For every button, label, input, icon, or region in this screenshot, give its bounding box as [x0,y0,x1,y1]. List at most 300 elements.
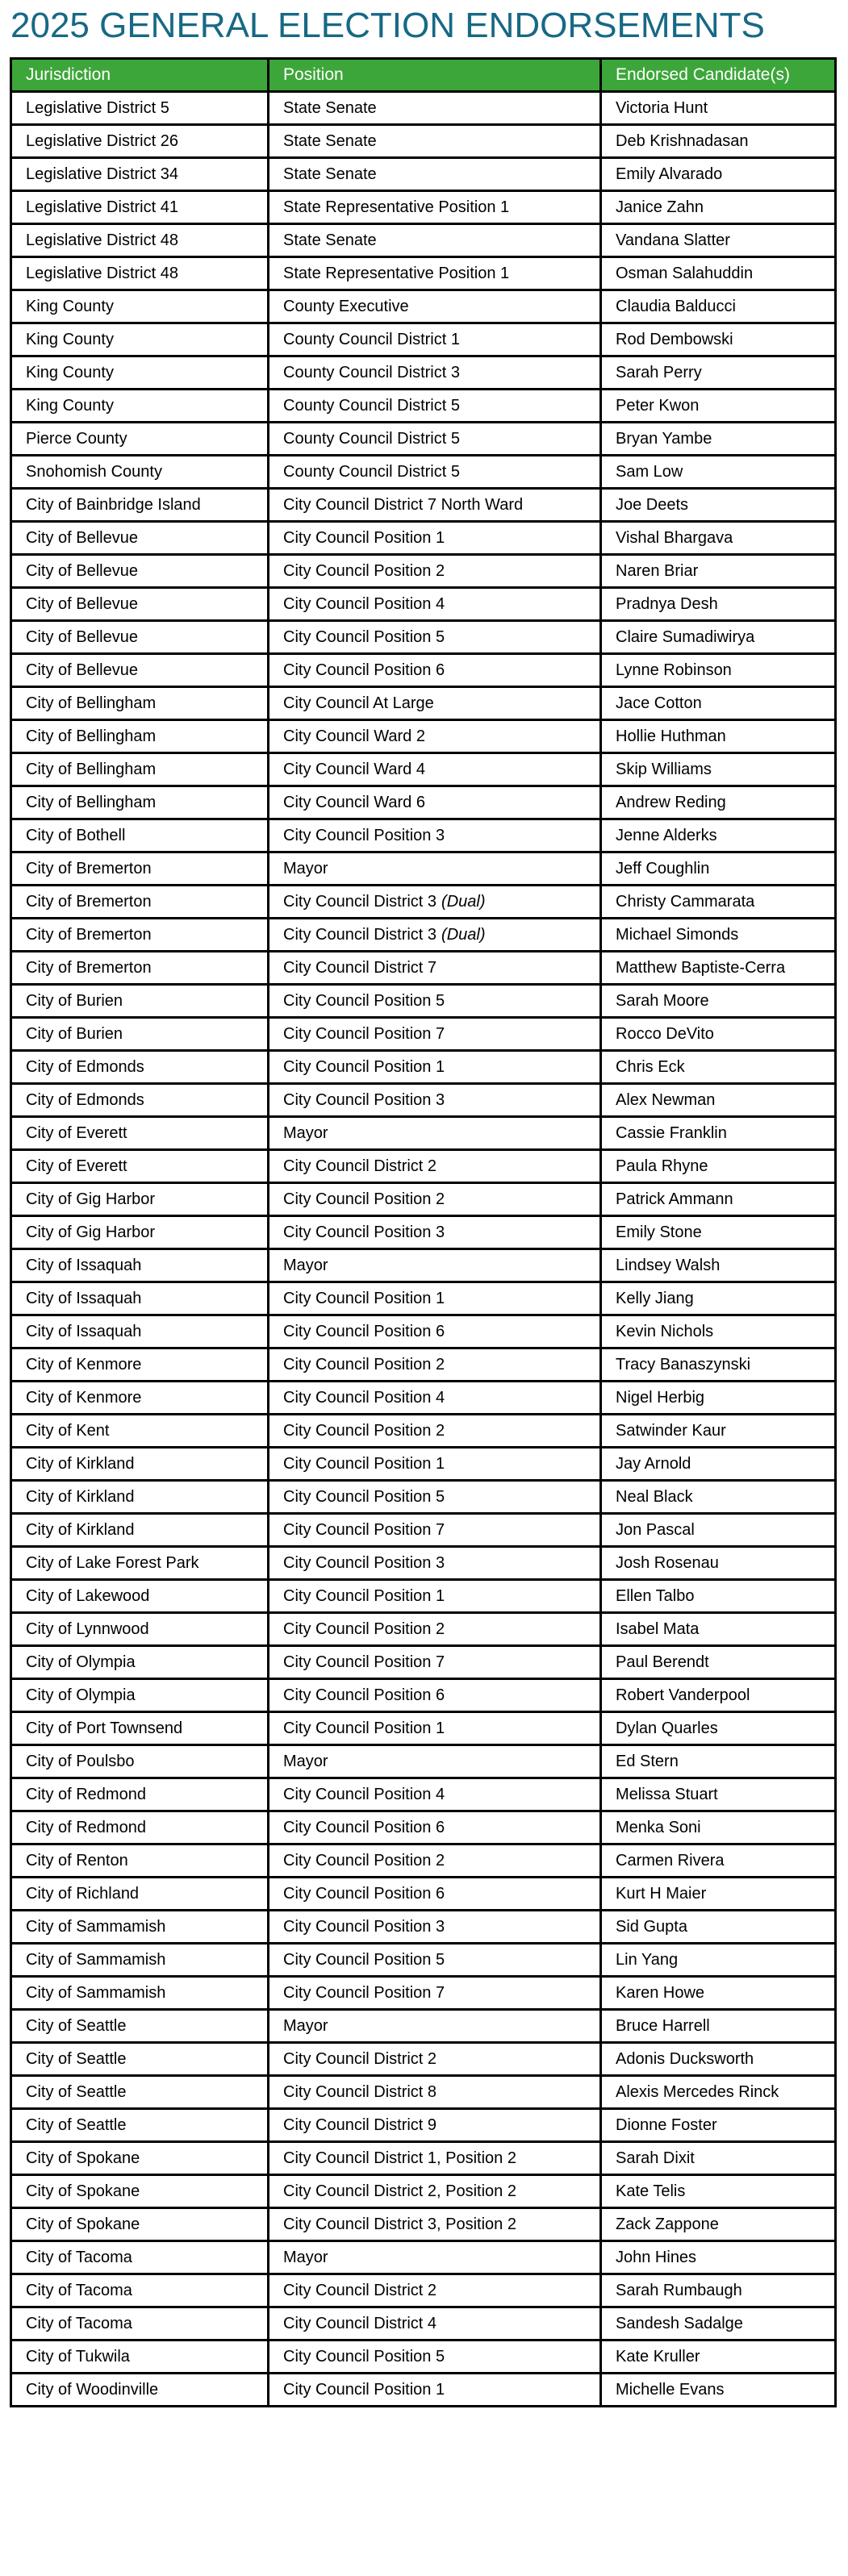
cell-position [269,1315,601,1348]
position-text: City Council Position 1 [283,528,445,547]
table-row [11,952,836,985]
cell-jurisdiction: City of Edmonds [11,1051,269,1084]
cell-jurisdiction: City of Kirkland [11,1481,269,1514]
cell-position [269,2274,601,2307]
position-text: City Council District 2, Position 2 [283,2182,516,2200]
table-row [11,2076,836,2109]
cell-position [269,1878,601,1911]
cell-jurisdiction: City of Burien [11,985,269,1018]
table-row [11,1415,836,1448]
table-row [11,852,836,886]
position-text: City Council District 2 [283,2049,437,2068]
position-text: City Council Position 6 [283,1686,445,1704]
table-row [11,621,836,654]
position-text: County Council District 1 [283,330,460,348]
position-text: City Council Ward 2 [283,727,425,745]
cell-candidate: Matthew Baptiste-Cerra [601,952,836,985]
table-row [11,290,836,323]
position-text: City Council Position 2 [283,1619,445,1638]
cell-position [269,1051,601,1084]
position-text: City Council District 7 [283,958,437,977]
cell-position [269,356,601,390]
cell-candidate: Kevin Nichols [601,1315,836,1348]
cell-jurisdiction: City of Tacoma [11,2274,269,2307]
cell-position [269,588,601,621]
cell-position [269,92,601,125]
table-row [11,786,836,819]
cell-candidate: Jay Arnold [601,1448,836,1481]
cell-jurisdiction: City of Bremerton [11,852,269,886]
cell-position [269,2175,601,2208]
position-text: City Council At Large [283,694,434,712]
cell-jurisdiction: City of Seattle [11,2076,269,2109]
position-text: Mayor [283,859,328,877]
table-row [11,886,836,919]
cell-jurisdiction: City of Sammamish [11,1944,269,1977]
cell-jurisdiction: City of Kenmore [11,1348,269,1382]
table-row [11,2374,836,2407]
cell-candidate: Alex Newman [601,1084,836,1117]
cell-position [269,2043,601,2076]
cell-position [269,555,601,588]
table-row [11,456,836,489]
cell-position [269,1944,601,1977]
table-row [11,1084,836,1117]
position-text: State Senate [283,165,377,183]
cell-jurisdiction: Legislative District 41 [11,191,269,224]
position-note: (Dual) [441,892,486,911]
cell-position [269,1580,601,1613]
cell-jurisdiction: City of Bellevue [11,522,269,555]
cell-jurisdiction: City of Spokane [11,2175,269,2208]
table-row [11,323,836,356]
cell-position [269,290,601,323]
table-row [11,1844,836,1878]
cell-candidate: Bryan Yambe [601,423,836,456]
position-text: City Council Position 3 [283,1090,445,1109]
position-text: City Council Position 4 [283,594,445,613]
table-body [11,92,836,2407]
cell-position [269,621,601,654]
cell-candidate: Robert Vanderpool [601,1679,836,1712]
table-row [11,2043,836,2076]
cell-jurisdiction: City of Bellevue [11,654,269,687]
cell-candidate: Alexis Mercedes Rinck [601,2076,836,2109]
table-row [11,1646,836,1679]
table-row [11,1249,836,1282]
table-row [11,919,836,952]
cell-position [269,2374,601,2407]
cell-position [269,1514,601,1547]
position-text: City Council Position 6 [283,1884,445,1903]
cell-candidate: Chris Eck [601,1051,836,1084]
cell-position [269,1679,601,1712]
cell-jurisdiction: Pierce County [11,423,269,456]
cell-jurisdiction: City of Richland [11,1878,269,1911]
cell-position [269,1778,601,1811]
cell-jurisdiction: City of Olympia [11,1646,269,1679]
position-text: City Council Position 5 [283,627,445,646]
cell-jurisdiction: Legislative District 48 [11,224,269,257]
cell-jurisdiction: City of Gig Harbor [11,1216,269,1249]
table-row [11,1216,836,1249]
cell-position [269,1084,601,1117]
cell-position [269,2208,601,2241]
table-row [11,1944,836,1977]
position-text: City Council District 4 [283,2314,437,2332]
table-row [11,257,836,290]
table-row [11,2175,836,2208]
column-header-jurisdiction: Jurisdiction [11,59,269,92]
table-row [11,1878,836,1911]
table-row [11,1811,836,1844]
position-text: City Council Position 2 [283,1190,445,1208]
position-text: City Council Position 1 [283,1586,445,1605]
cell-candidate: Kelly Jiang [601,1282,836,1315]
cell-jurisdiction: City of Issaquah [11,1282,269,1315]
table-row [11,1315,836,1348]
position-text: State Representative Position 1 [283,198,510,216]
table-row [11,1348,836,1382]
cell-candidate: Janice Zahn [601,191,836,224]
cell-jurisdiction: City of Edmonds [11,1084,269,1117]
cell-jurisdiction: City of Lynnwood [11,1613,269,1646]
position-text: City Council District 2 [283,2281,437,2299]
cell-position [269,786,601,819]
cell-jurisdiction: City of Everett [11,1150,269,1183]
table-row [11,1580,836,1613]
cell-candidate: Neal Black [601,1481,836,1514]
table-row [11,687,836,720]
table-row [11,1117,836,1150]
position-text: City Council Position 5 [283,1487,445,1506]
cell-position [269,2109,601,2142]
cell-position [269,1911,601,1944]
cell-position [269,1018,601,1051]
position-text: Mayor [283,2248,328,2266]
cell-jurisdiction: City of Kenmore [11,1382,269,1415]
position-text: City Council District 9 [283,2115,437,2134]
cell-position [269,1117,601,1150]
cell-candidate: Lin Yang [601,1944,836,1977]
cell-position [269,1646,601,1679]
cell-position [269,1150,601,1183]
position-text: City Council Position 1 [283,1719,445,1737]
cell-position [269,1844,601,1878]
cell-position [269,720,601,753]
cell-candidate: Hollie Huthman [601,720,836,753]
cell-position [269,1613,601,1646]
page-title: 2025 GENERAL ELECTION ENDORSEMENTS [10,6,765,45]
table-row [11,753,836,786]
table-row [11,2109,836,2142]
position-text: City Council Position 3 [283,826,445,844]
cell-candidate: Sid Gupta [601,1911,836,1944]
cell-position [269,852,601,886]
position-text: City Council Position 3 [283,1223,445,1241]
table-row [11,158,836,191]
column-header-endorsed-candidates: Endorsed Candidate(s) [601,59,836,92]
cell-candidate: Melissa Stuart [601,1778,836,1811]
cell-jurisdiction: City of Bothell [11,819,269,852]
cell-candidate: Cassie Franklin [601,1117,836,1150]
cell-candidate: Carmen Rivera [601,1844,836,1878]
cell-position [269,1216,601,1249]
cell-position [269,1382,601,1415]
cell-position [269,1282,601,1315]
cell-jurisdiction: City of Bellingham [11,786,269,819]
cell-candidate: Emily Stone [601,1216,836,1249]
position-text: City Council Ward 4 [283,760,425,778]
table-row [11,125,836,158]
cell-candidate: Menka Soni [601,1811,836,1844]
cell-jurisdiction: City of Bainbridge Island [11,489,269,522]
cell-jurisdiction: City of Redmond [11,1778,269,1811]
cell-candidate: Sarah Dixit [601,2142,836,2175]
cell-jurisdiction: King County [11,323,269,356]
cell-candidate: Lindsey Walsh [601,1249,836,1282]
cell-jurisdiction: Snohomish County [11,456,269,489]
cell-jurisdiction: City of Bremerton [11,952,269,985]
cell-jurisdiction: City of Woodinville [11,2374,269,2407]
cell-jurisdiction: Legislative District 26 [11,125,269,158]
cell-jurisdiction: City of Spokane [11,2142,269,2175]
cell-position [269,2340,601,2374]
cell-candidate: Sarah Moore [601,985,836,1018]
cell-position [269,1183,601,1216]
cell-jurisdiction: City of Seattle [11,2109,269,2142]
cell-candidate: Jenne Alderks [601,819,836,852]
cell-jurisdiction: City of Sammamish [11,1911,269,1944]
cell-jurisdiction: City of Poulsbo [11,1745,269,1778]
cell-jurisdiction: Legislative District 5 [11,92,269,125]
cell-jurisdiction: City of Bremerton [11,886,269,919]
cell-candidate: Andrew Reding [601,786,836,819]
position-text: City Council Ward 6 [283,793,425,811]
cell-jurisdiction: City of Sammamish [11,1977,269,2010]
position-text: City Council Position 1 [283,1454,445,1473]
cell-candidate: Dionne Foster [601,2109,836,2142]
cell-position [269,2010,601,2043]
position-text: State Representative Position 1 [283,264,510,282]
cell-jurisdiction: City of Bellevue [11,555,269,588]
cell-position [269,323,601,356]
position-text: City Council Position 2 [283,561,445,580]
cell-position [269,1481,601,1514]
position-text: City Council District 1, Position 2 [283,2149,516,2167]
position-text: City Council District 7 North Ward [283,495,524,514]
cell-position [269,1745,601,1778]
cell-jurisdiction: City of Gig Harbor [11,1183,269,1216]
cell-candidate: Kate Telis [601,2175,836,2208]
header-row [11,59,836,92]
position-text: County Council District 5 [283,462,460,481]
position-text: County Council District 5 [283,396,460,415]
cell-candidate: Vandana Slatter [601,224,836,257]
table-row [11,1712,836,1745]
table-row [11,720,836,753]
table-row [11,555,836,588]
cell-candidate: Satwinder Kaur [601,1415,836,1448]
table-row [11,224,836,257]
position-text: City Council Position 2 [283,1355,445,1373]
position-text: State Senate [283,231,377,249]
position-text: City Council District 8 [283,2082,437,2101]
cell-jurisdiction: City of Kent [11,1415,269,1448]
position-text: County Council District 5 [283,429,460,448]
cell-jurisdiction: City of Redmond [11,1811,269,1844]
table-row [11,1382,836,1415]
cell-candidate: John Hines [601,2241,836,2274]
cell-position [269,952,601,985]
cell-position [269,2307,601,2340]
cell-candidate: Sarah Rumbaugh [601,2274,836,2307]
cell-jurisdiction: Legislative District 48 [11,257,269,290]
cell-jurisdiction: City of Bellingham [11,753,269,786]
column-header-position: Position [269,59,601,92]
table-row [11,1514,836,1547]
position-text: City Council District 3 [283,892,437,911]
cell-position [269,2076,601,2109]
cell-position [269,1977,601,2010]
cell-jurisdiction: City of Issaquah [11,1249,269,1282]
cell-jurisdiction: King County [11,290,269,323]
cell-position [269,654,601,687]
table-row [11,1448,836,1481]
table-row [11,2274,836,2307]
cell-candidate: Sam Low [601,456,836,489]
cell-jurisdiction: King County [11,390,269,423]
cell-candidate: Jon Pascal [601,1514,836,1547]
table-row [11,1679,836,1712]
cell-candidate: Jace Cotton [601,687,836,720]
position-text: City Council Position 3 [283,1917,445,1936]
cell-position [269,158,601,191]
position-text: City Council District 3 [283,925,437,944]
cell-jurisdiction: City of Issaquah [11,1315,269,1348]
table-row [11,191,836,224]
position-text: City Council Position 1 [283,2380,445,2399]
cell-jurisdiction: City of Spokane [11,2208,269,2241]
cell-jurisdiction: City of Renton [11,1844,269,1878]
position-text: Mayor [283,1256,328,1274]
position-note: (Dual) [441,925,486,944]
table-row [11,985,836,1018]
cell-candidate: Josh Rosenau [601,1547,836,1580]
cell-candidate: Christy Cammarata [601,886,836,919]
table-row [11,489,836,522]
cell-position [269,819,601,852]
cell-position [269,390,601,423]
position-text: City Council Position 2 [283,1421,445,1440]
cell-jurisdiction: City of Everett [11,1117,269,1150]
cell-jurisdiction: King County [11,356,269,390]
cell-candidate: Deb Krishnadasan [601,125,836,158]
cell-candidate: Vishal Bhargava [601,522,836,555]
cell-jurisdiction: City of Lake Forest Park [11,1547,269,1580]
table-row [11,2208,836,2241]
cell-candidate: Osman Salahuddin [601,257,836,290]
cell-position [269,489,601,522]
table-row [11,654,836,687]
cell-candidate: Michael Simonds [601,919,836,952]
position-text: City Council Position 2 [283,1851,445,1869]
endorsements-table [10,57,837,2407]
table-row [11,522,836,555]
table-row [11,819,836,852]
cell-candidate: Claire Sumadiwirya [601,621,836,654]
cell-position [269,687,601,720]
cell-jurisdiction: City of Tacoma [11,2241,269,2274]
cell-jurisdiction: Legislative District 34 [11,158,269,191]
cell-candidate: Skip Williams [601,753,836,786]
cell-candidate: Ellen Talbo [601,1580,836,1613]
cell-candidate: Patrick Ammann [601,1183,836,1216]
cell-jurisdiction: City of Lakewood [11,1580,269,1613]
table-row [11,1745,836,1778]
table-row [11,356,836,390]
cell-candidate: Victoria Hunt [601,92,836,125]
cell-jurisdiction: City of Burien [11,1018,269,1051]
table-row [11,423,836,456]
position-text: Mayor [283,2016,328,2035]
cell-position [269,1249,601,1282]
cell-position [269,1547,601,1580]
cell-jurisdiction: City of Kirkland [11,1514,269,1547]
cell-position [269,919,601,952]
table-row [11,92,836,125]
table-row [11,390,836,423]
table-row [11,2241,836,2274]
cell-candidate: Sarah Perry [601,356,836,390]
cell-candidate: Bruce Harrell [601,2010,836,2043]
cell-candidate: Kate Kruller [601,2340,836,2374]
table-row [11,1911,836,1944]
table-row [11,588,836,621]
table-row [11,1183,836,1216]
position-text: County Council District 3 [283,363,460,381]
cell-candidate: Pradnya Desh [601,588,836,621]
position-text: City Council Position 6 [283,1818,445,1836]
cell-candidate: Michelle Evans [601,2374,836,2407]
cell-position [269,257,601,290]
position-text: City Council Position 5 [283,1950,445,1969]
table-row [11,1547,836,1580]
cell-jurisdiction: City of Olympia [11,1679,269,1712]
table-row [11,1977,836,2010]
table-row [11,2142,836,2175]
table-row [11,1018,836,1051]
table-row [11,2340,836,2374]
cell-position [269,224,601,257]
cell-position [269,1712,601,1745]
table-row [11,2307,836,2340]
cell-position [269,1448,601,1481]
cell-candidate: Karen Howe [601,1977,836,2010]
cell-candidate: Zack Zappone [601,2208,836,2241]
cell-position [269,1811,601,1844]
cell-jurisdiction: City of Kirkland [11,1448,269,1481]
cell-position [269,1348,601,1382]
cell-candidate: Rod Dembowski [601,323,836,356]
table-row [11,2010,836,2043]
cell-candidate: Rocco DeVito [601,1018,836,1051]
position-text: City Council Position 5 [283,2347,445,2366]
cell-position [269,456,601,489]
position-text: City Council Position 7 [283,1653,445,1671]
cell-position [269,191,601,224]
cell-candidate: Peter Kwon [601,390,836,423]
